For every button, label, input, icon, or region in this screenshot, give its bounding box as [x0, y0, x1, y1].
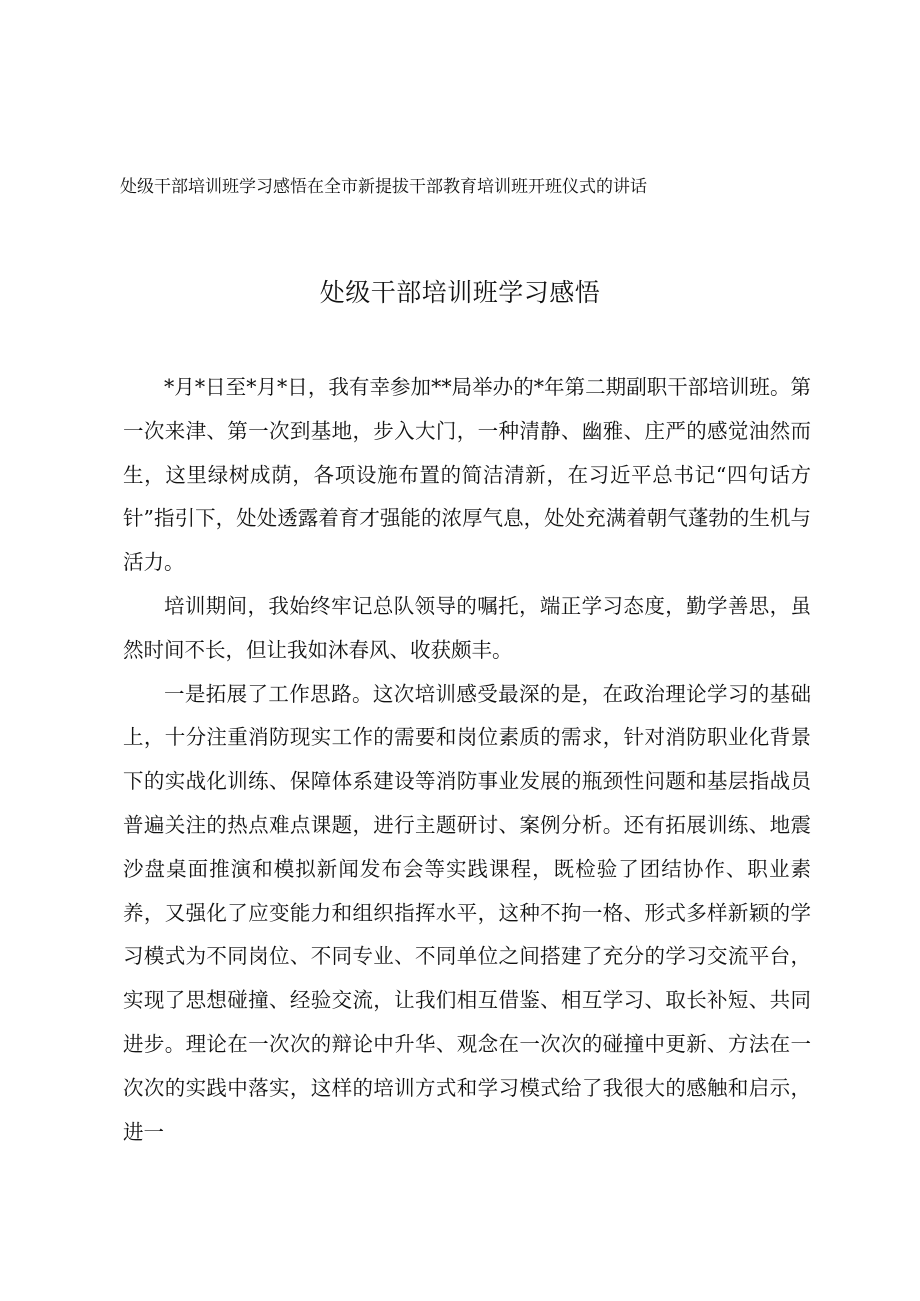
document-body [123, 366, 811, 1154]
paragraph-1: *月*日至*月*日，我有幸参加**局举办的*年第二期副职干部培训班。第一次来津、第一次到基地，步入大门，一种清静、幽雅、庄严的感觉油然而生，这里绿树成荫，各项设施布置的简洁清新，在习近平总书记“四句话方针”指引下，处处透露着育才强能的浓厚气息，处处充满着朝气蓬勃的生机与活力。 [123, 375, 811, 575]
paragraph-2: 培训期间，我始终牢记总队领导的嘱托，端正学习态度，勤学善思，虽然时间不长，但让我如沐春风、收获颇丰。 [123, 593, 811, 662]
document-title: 处级干部培训班学习感悟 [319, 278, 601, 307]
paragraph-3: 一是拓展了工作思路。这次培训感受最深的是，在政治理论学习的基础上，十分注重消防现实工作的需要和岗位素质的需求，针对消防职业化背景下的实战化训练、保障体系建设等消防事业发展的瓶颈性问题和基层指战员普遍关注的热点难点课题，进行主题研讨、案例分析。还有拓展训练、地震沙盘桌面推演和模拟新闻发布会等实践课程，既检验了团结协作、职业素养，又强化了应变能力和组织指挥水平，这种不拘一格、形式多样新颖的学习模式为不同岗位、不同专业、不同单位之间搭建了充分的学习交流平台，实现了思想碰撞、经验交流，让我们相互借鉴、相互学习、取长补短、共同进步。理论在一次次的辩论中升华、观念在一次次的碰撞中更新、方法在一次次的实践中落实，这样的培训方式和学习模式给了我很大的感触和启示，进一 [123, 681, 811, 1144]
document-header: 处级干部培训班学习感悟在全市新提拔干部教育培训班开班仪式的讲话 [120, 177, 647, 197]
